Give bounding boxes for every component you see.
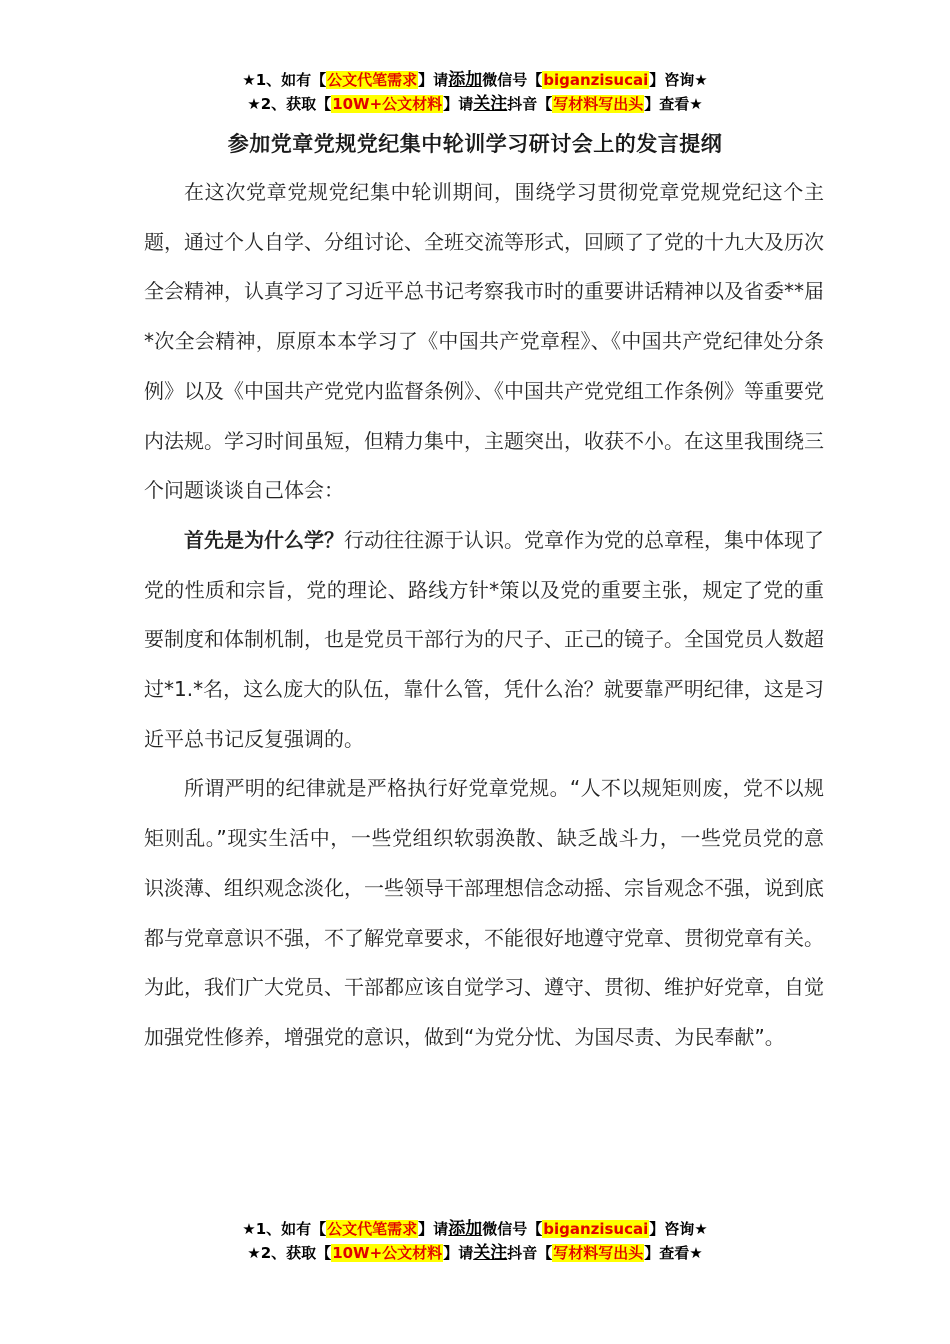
highlight-materials: 10W+公文材料 — [332, 95, 443, 113]
footer-banner — [0, 1217, 950, 1265]
banner-text: 抖音【 — [507, 1244, 553, 1262]
banner-line-1 — [0, 1217, 950, 1241]
banner-text: 】请 — [418, 1220, 449, 1238]
highlight-wechat-id: biganzisucai — [543, 1220, 649, 1238]
highlight-douyin-id: 写材料写出头 — [553, 95, 644, 113]
banner-text: 】咨询★ — [649, 71, 708, 89]
highlight-douyin-id: 写材料写出头 — [553, 1244, 644, 1262]
banner-text: 微信号【 — [482, 71, 543, 89]
highlight-service: 公文代笔需求 — [327, 71, 418, 89]
banner-text: 】请 — [443, 95, 474, 113]
banner-text: ★2、获取【 — [247, 1244, 332, 1262]
paragraph-text: 所谓严明的纪律就是严格执行好党章党规。“人不以规矩则废，党不以规矩则乱。”现实生活中，一些党组织软弱涣散、缺乏战斗力，一些党员党的意识淡薄、组织观念淡化，一些领导干部理想信念动摇、宗旨观念不强，说到底都与党章意识不强，不了解党章要求，不能很好地遵守党章、贯彻党章有关。为此，我们广大党员、干部都应该自觉学习、遵守、贯彻、维护好党章，自觉加强党性修养，增强党的意识，做到“为党分忧、为国尽责、为民奉献”。 — [144, 776, 824, 1049]
highlight-wechat-id: biganzisucai — [543, 71, 649, 89]
highlight-materials: 10W+公文材料 — [332, 1244, 443, 1262]
banner-text: 】查看★ — [644, 1244, 703, 1262]
banner-text: ★1、如有【 — [242, 71, 327, 89]
banner-line-1 — [0, 68, 950, 92]
document-title: 参加党章党规党纪集中轮训学习研讨会上的发言提纲 — [227, 132, 723, 156]
banner-text: 】请 — [443, 1244, 474, 1262]
paragraph-why-learn — [144, 516, 824, 765]
paragraph-intro — [144, 168, 824, 516]
paragraph-text: 行动往往源于认识。党章作为党的总章程，集中体现了党的性质和宗旨，党的理论、路线方针*策以及党的重要主张，规定了党的重要制度和体制机制，也是党员干部行为的尺子、正己的镜子。全国党员人数超过*1.*名，这么庞大的队伍，靠什么管，凭什么治？就要靠严明纪律，这是习近平总书记反复强调的。 — [144, 527, 824, 751]
banner-text: 】查看★ — [644, 95, 703, 113]
banner-line-2 — [0, 92, 950, 116]
underlined-text: 关注 — [473, 1243, 508, 1263]
underlined-text: 添加 — [448, 70, 483, 90]
banner-text: 】请 — [418, 71, 449, 89]
underlined-text: 关注 — [473, 94, 508, 114]
banner-text: 】咨询★ — [649, 1220, 708, 1238]
underlined-text: 添加 — [448, 1219, 483, 1239]
banner-text: 微信号【 — [482, 1220, 543, 1238]
paragraph-text: 在这次党章党规党纪集中轮训期间，围绕学习贯彻党章党规党纪这个主题，通过个人自学、分组讨论、全班交流等形式，回顾了了党的十九大及历次全会精神，认真学习了习近平总书记考察我市时的重要讲话精神以及省委**届*次全会精神，原原本本学习了《中国共产党章程》、《中国共产党纪律处分条例》以及《中国共产党党内监督条例》、《中国共产党党组工作条例》等重要党内法规。学习时间虽短，但精力集中，主题突出，收获不小。在这里我围绕三个问题谈谈自己体会： — [144, 180, 824, 503]
banner-text: 抖音【 — [507, 95, 553, 113]
header-banner — [0, 68, 950, 116]
paragraph-lead: 首先是为什么学？ — [184, 527, 344, 552]
banner-text: ★1、如有【 — [242, 1220, 327, 1238]
banner-text: ★2、获取【 — [247, 95, 332, 113]
paragraph-discipline — [144, 764, 824, 1062]
document-body — [144, 168, 824, 1063]
highlight-service: 公文代笔需求 — [327, 1220, 418, 1238]
banner-line-2 — [0, 1241, 950, 1265]
